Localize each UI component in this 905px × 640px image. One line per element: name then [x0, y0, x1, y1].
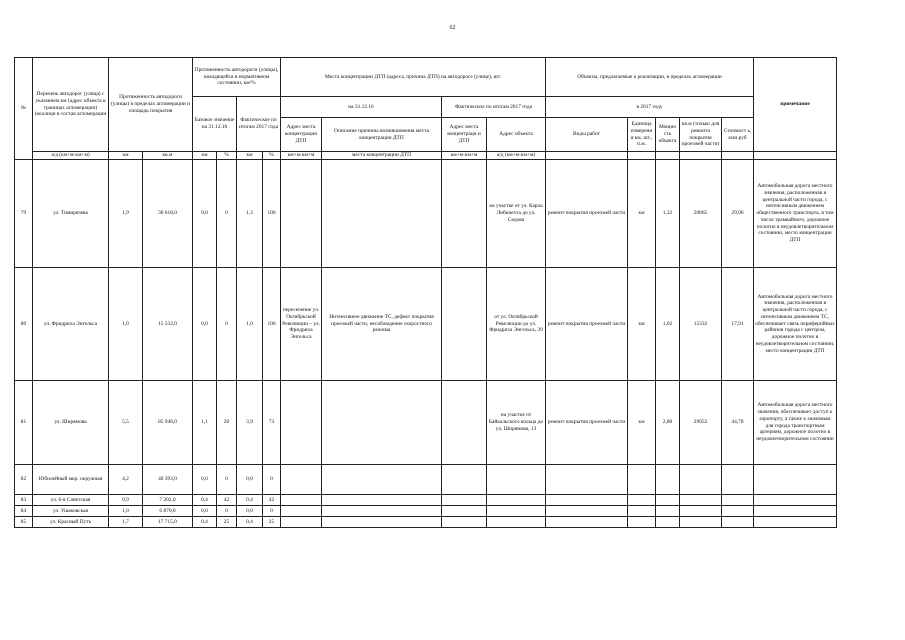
row-act-pct: 42 — [263, 495, 281, 506]
unit-act-km: км — [237, 152, 263, 160]
row-num: 83 — [15, 495, 33, 506]
header-dtp-address: Адрес места концентрации ДТП — [281, 118, 322, 152]
table-row — [15, 506, 837, 517]
table-row — [15, 495, 837, 506]
row-road: ул. Ушаковская — [33, 506, 109, 517]
row-work: ремонт покрытия проезжей части — [546, 268, 628, 381]
header-obj-address: Адрес объекта — [487, 118, 546, 152]
row-base-pct: 0 — [217, 506, 237, 517]
row-length: 1,9 — [109, 160, 143, 268]
row-repair-area: 20865 — [680, 160, 722, 268]
header-norm-group: Протяженность автодороги (улицы), находящейся в нормативном состоянии, км/% — [193, 58, 281, 97]
row-obj-address: на участке от ул. Карла Либкнехта до ул. Седова — [487, 160, 546, 268]
row-dtp-actual — [442, 381, 487, 465]
row-length: 5,5 — [109, 381, 143, 465]
row-road: ул. Фридриха Энгельса — [33, 268, 109, 381]
header-num: № — [15, 58, 33, 160]
row-num: 80 — [15, 268, 33, 381]
row-act-pct: 0 — [263, 506, 281, 517]
row-base-km: 0,0 — [193, 160, 217, 268]
row-area: 7 202,0 — [143, 495, 193, 506]
row-length: 1,7 — [109, 517, 143, 528]
row-dtp-actual — [442, 268, 487, 381]
row-note: Автомобильная дорога местного значения, обеспечивает доступ к аэропорту, а также к значимым для города транспортным артериям, дорожное полотно в неудовлетворительном состоянии — [754, 381, 837, 465]
row-base-km: 0,0 — [193, 506, 217, 517]
header-dtp-group: Места концентрации ДТП (адреса, причина ДТП) на автодороге (улице), шт. — [281, 58, 546, 97]
row-base-km: 0,4 — [193, 495, 217, 506]
row-road: Юбилейный мкр. окружная — [33, 465, 109, 495]
row-length: 1,0 — [109, 506, 143, 517]
row-dtp-reason — [322, 160, 442, 268]
row-road: ул. Ширямова — [33, 381, 109, 465]
header-note: примечание — [754, 58, 837, 152]
row-num: 82 — [15, 465, 33, 495]
row-base-pct: 0 — [217, 268, 237, 381]
header-objects-group: Объекты, предлагаемые к реализации, в пределах агломерации — [546, 58, 754, 97]
unit-road: а/д (км+м-км+м) — [33, 152, 109, 160]
unit-obj-address: а/д (км+м-км+м) — [487, 152, 546, 160]
row-dtp-reason — [322, 381, 442, 465]
row-num: 85 — [15, 517, 33, 528]
header-cost: Стоимост ь, млн.руб — [722, 118, 754, 152]
row-area: 40 393,0 — [143, 465, 193, 495]
header-dtp-date: на 31.12.16 — [281, 97, 442, 118]
row-road: ул. Тимирязева — [33, 160, 109, 268]
row-capacity: 1,02 — [656, 268, 680, 381]
row-dtp-reason: Интенсивное движение ТС, дефект покрытия проезжей части, несоблюдение скоростного режима — [322, 268, 442, 381]
row-dtp-address — [281, 381, 322, 465]
row-area: 15 332,0 — [143, 268, 193, 381]
row-unit: км — [628, 381, 656, 465]
row-repair-area: 29052 — [680, 381, 722, 465]
row-length: 0,9 — [109, 495, 143, 506]
header-length-total: Протяженность автодороги (улицы) в пределах агломерации и площадь покрытия — [109, 58, 193, 152]
row-act-km: 1,3 — [237, 160, 263, 268]
row-area: 85 946,0 — [143, 381, 193, 465]
row-base-km: 0,0 — [193, 268, 217, 381]
row-cost: 17,91 — [722, 268, 754, 381]
header-work-type: Виды работ — [546, 118, 628, 152]
row-cost: 44,78 — [722, 381, 754, 465]
row-note: Автомобильная дорога местного значения, расположенная в центральной части города, с интенсивным движением ТС, обеспечивает связь периферийных районов города с центром, дорожное полотно в неудовлетворительном состоянии, место концентрации ДТП — [754, 268, 837, 381]
row-unit: км — [628, 268, 656, 381]
row-work: ремонт покрытия проезжей части — [546, 160, 628, 268]
row-num: 84 — [15, 506, 33, 517]
row-length: 1,0 — [109, 268, 143, 381]
row-dtp-actual — [442, 160, 487, 268]
table-row — [15, 517, 837, 528]
row-length: 4,2 — [109, 465, 143, 495]
header-base-value: Базовое значение на 31.12.16 — [193, 97, 237, 152]
unit-length: км — [109, 152, 143, 160]
row-act-pct: 100 — [263, 268, 281, 381]
table-row — [15, 381, 837, 465]
row-act-pct: 100 — [263, 160, 281, 268]
row-act-km: 0,4 — [237, 517, 263, 528]
unit-dtp-address: км+м-км+м — [281, 152, 322, 160]
unit-dtp-actual: км+м-км+м — [442, 152, 487, 160]
header-repair-area: кв.м (только для ремонта покрытия проезжей части) — [680, 118, 722, 152]
row-act-pct: 25 — [263, 517, 281, 528]
row-area: 30 618,0 — [143, 160, 193, 268]
unit-base-pct: % — [217, 152, 237, 160]
row-dtp-address — [281, 160, 322, 268]
row-act-km: 0,0 — [237, 506, 263, 517]
row-act-km: 0,0 — [237, 465, 263, 495]
row-cost: 29,96 — [722, 160, 754, 268]
row-capacity: 1,32 — [656, 160, 680, 268]
row-obj-address: на участке от Байкальского кольца до ул. Ширямова, 13 — [487, 381, 546, 465]
road-objects-table — [14, 57, 837, 528]
table-row — [15, 268, 837, 381]
unit-act-pct: % — [263, 152, 281, 160]
unit-dtp-reason: места концентрации ДТП — [322, 152, 442, 160]
header-capacity: Мощно сть объекта — [656, 118, 680, 152]
row-note: Автомобильная дорога местного значения, расположенная в центральной части города, с интенсивным движением общественного транспорта, в том числе трамвайного, дорожное полотно в неудовлетворительном состоянии, место концентрации ДТП — [754, 160, 837, 268]
row-work: ремонт покрытия проезжей части — [546, 381, 628, 465]
row-num: 79 — [15, 160, 33, 268]
row-unit: км — [628, 160, 656, 268]
row-dtp-address: пересечение ул. Октябрьской Революции – ул. Фридриха Энгельса — [281, 268, 322, 381]
header-actual-2017: Фактическое по итогам 2017 года — [237, 97, 281, 152]
row-area: 17 715,0 — [143, 517, 193, 528]
page-number: 62 — [449, 25, 456, 31]
header-year-2017: в 2017 году — [546, 97, 754, 118]
row-num: 81 — [15, 381, 33, 465]
table-row — [15, 160, 837, 268]
table-row — [15, 465, 837, 495]
unit-area: кв.м — [143, 152, 193, 160]
row-base-pct: 0 — [217, 465, 237, 495]
header-road-list: Перечень автодорог (улица) с указанием км (адрес объекта в границах агломерации)(коллици в состав агломерации — [33, 58, 109, 152]
row-base-km: 0,0 — [193, 465, 217, 495]
row-base-km: 1,1 — [193, 381, 217, 465]
row-base-km: 0,4 — [193, 517, 217, 528]
header-unit: Единица измерени я км, шт., п.м. — [628, 118, 656, 152]
header-dtp-reason: Описание причины возникновения места концентрации ДТП — [322, 118, 442, 152]
row-act-km: 0,4 — [237, 495, 263, 506]
row-road: ул. 6-я Советская — [33, 495, 109, 506]
header-dtp-actual: Фактическое по итогам 2017 года — [442, 97, 546, 118]
row-road: ул. Красный Путь — [33, 517, 109, 528]
row-capacity: 2,80 — [656, 381, 680, 465]
row-repair-area: 15332 — [680, 268, 722, 381]
row-base-pct: 42 — [217, 495, 237, 506]
row-act-km: 1,0 — [237, 268, 263, 381]
row-act-pct: 73 — [263, 381, 281, 465]
header-dtp-actual-address: Адрес места концентраци и ДТП — [442, 118, 487, 152]
row-base-pct: 20 — [217, 381, 237, 465]
row-obj-address: от ул. Октябрьской Революции до ул. Фридриха Энгельса, 39 — [487, 268, 546, 381]
row-base-pct: 0 — [217, 160, 237, 268]
row-base-pct: 25 — [217, 517, 237, 528]
row-act-km: 3,9 — [237, 381, 263, 465]
row-area: 6 870,0 — [143, 506, 193, 517]
row-act-pct: 0 — [263, 465, 281, 495]
unit-base-km: км — [193, 152, 217, 160]
